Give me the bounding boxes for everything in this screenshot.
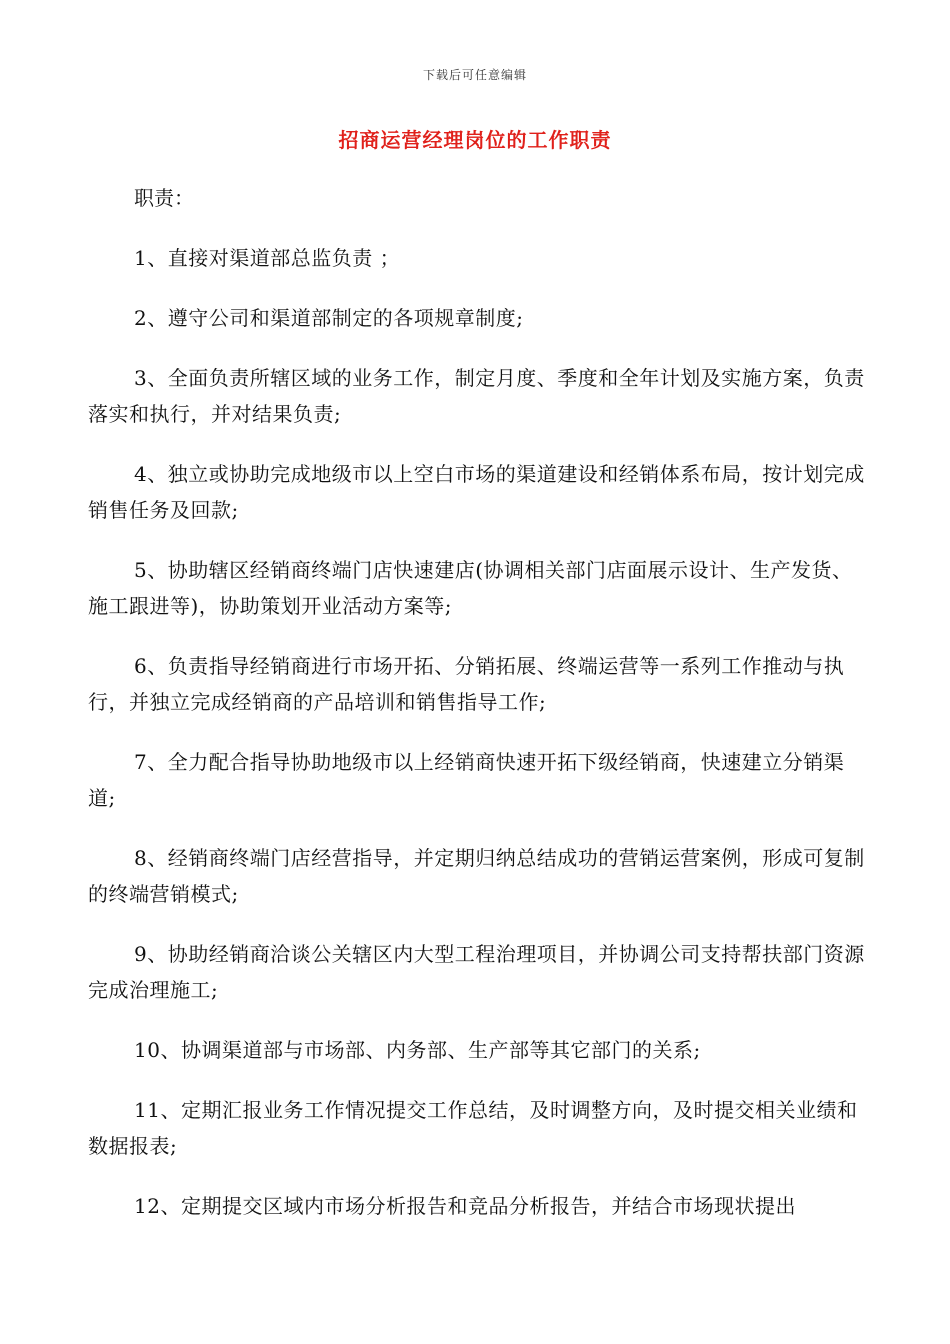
document-body: [88, 180, 868, 1248]
duty-item-6: 6、负责指导经销商进行市场开拓、分销拓展、终端运营等一系列工作推动与执行，并独立完成经销商的产品培训和销售指导工作;: [88, 654, 845, 714]
section-label: 职责：: [134, 186, 194, 210]
duty-item-11: 11、定期汇报业务工作情况提交工作总结，及时调整方向，及时提交相关业绩和数据报表;: [88, 1098, 858, 1158]
duty-item-2: 2、遵守公司和渠道部制定的各项规章制度;: [134, 306, 524, 330]
duty-item-3: 3、全面负责所辖区域的业务工作，制定月度、季度和全年计划及实施方案，负责落实和执行，并对结果负责;: [88, 366, 865, 426]
duty-item-7: 7、全力配合指导协助地级市以上经销商快速开拓下级经销商，快速建立分销渠道;: [88, 750, 845, 810]
duty-item-5: 5、协助辖区经销商终端门店快速建店(协调相关部门店面展示设计、生产发货、施工跟进等)，协助策划开业活动方案等;: [88, 558, 853, 618]
duty-item-9: 9、协助经销商洽谈公关辖区内大型工程治理项目，并协调公司支持帮扶部门资源完成治理施工;: [88, 942, 865, 1002]
header-note: 下载后可任意编辑: [422, 68, 527, 82]
duty-item-12: 12、定期提交区域内市场分析报告和竞品分析报告，并结合市场现状提出: [134, 1194, 796, 1218]
duty-item-8: 8、经销商终端门店经营指导，并定期归纳总结成功的营销运营案例，形成可复制的终端营销模式;: [88, 846, 865, 906]
document-title: 招商运营经理岗位的工作职责: [338, 128, 612, 152]
duty-item-10: 10、协调渠道部与市场部、内务部、生产部等其它部门的关系;: [134, 1038, 701, 1062]
duty-item-4: 4、独立或协助完成地级市以上空白市场的渠道建设和经销体系布局，按计划完成销售任务及回款;: [88, 462, 865, 522]
duty-item-1: 1、直接对渠道部总监负责 ；: [134, 246, 401, 270]
